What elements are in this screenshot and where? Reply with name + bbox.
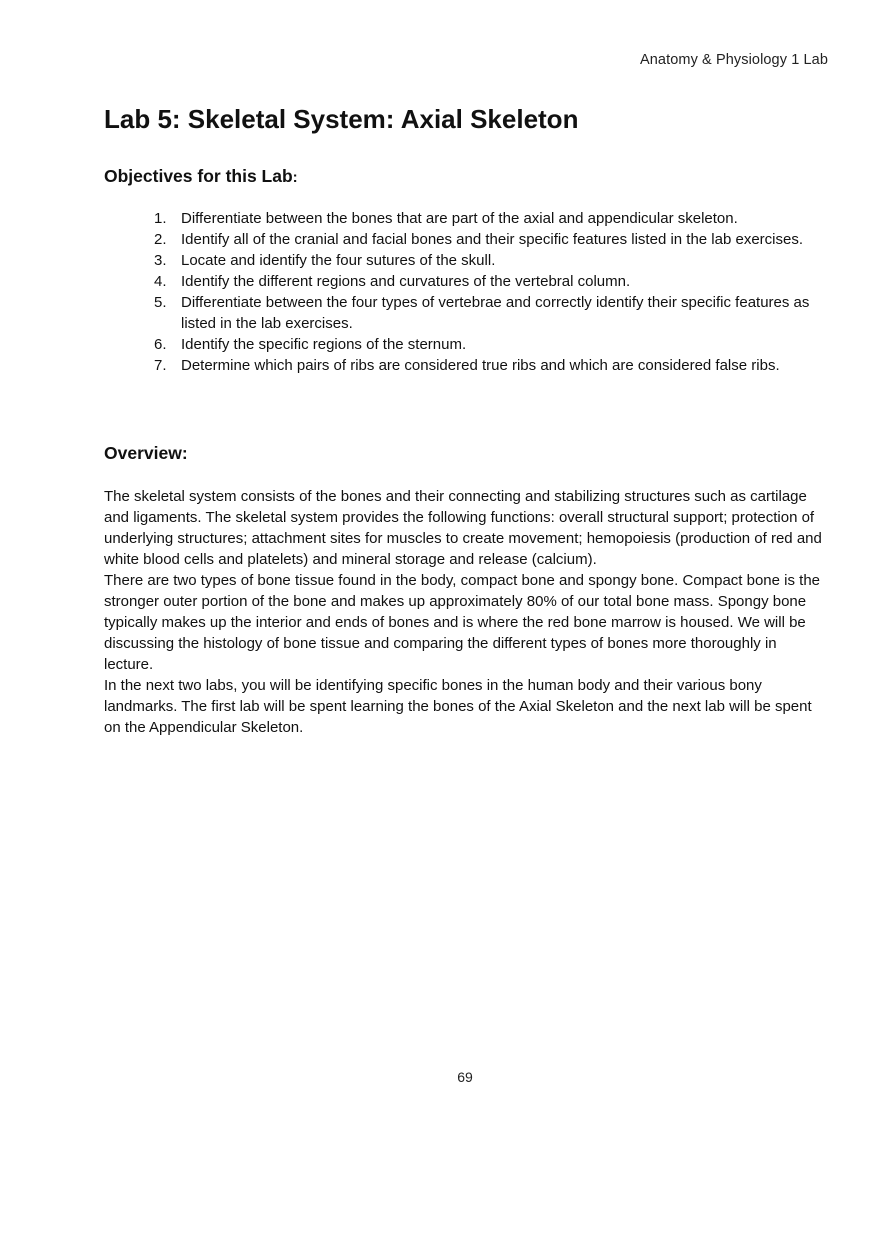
overview-body — [104, 486, 829, 738]
list-item-number: 7. — [154, 357, 167, 374]
list-item-number: 5. — [154, 294, 167, 311]
overview-paragraph: The skeletal system consists of the bones and their connecting and stabilizing structures such as cartilage and ligaments. The skeletal system provides the following functions: overall structural support; protection of underlying structures; attachment sites for muscles to create movement; hemopoiesis (production of red and white blood cells and platelets) and mineral storage and release (calcium). — [104, 488, 822, 568]
list-item-text: Determine which pairs of ribs are considered true ribs and which are considered false ribs. — [181, 357, 780, 374]
page-number: 69 — [457, 1069, 473, 1085]
list-item-number: 6. — [154, 336, 167, 353]
objectives-heading — [104, 166, 298, 187]
list-item-text: Identify the specific regions of the sternum. — [181, 336, 467, 353]
list-item-number: 2. — [154, 231, 167, 248]
overview-paragraph: There are two types of bone tissue found in the body, compact bone and spongy bone. Compact bone is the stronger outer portion of the bone and makes up approximately 80% of our total bone mass. Spongy bone typically makes up the interior and ends of bones and is where the red bone marrow is housed. We will be discussing the histology of bone tissue and comparing the different types of bones more thoroughly in lecture. — [104, 572, 821, 673]
list-item-text: Locate and identify the four sutures of the skull. — [181, 252, 496, 269]
list-item — [148, 208, 828, 229]
objectives-list — [148, 208, 828, 376]
objectives-heading-text: Objectives for this Lab — [104, 166, 293, 186]
list-item-text: Identify the different regions and curvatures of the vertebral column. — [181, 273, 631, 290]
list-item-number: 1. — [154, 210, 167, 227]
list-item-number: 3. — [154, 252, 167, 269]
list-item — [148, 250, 828, 271]
list-item — [148, 271, 828, 292]
list-item-text: Identify all of the cranial and facial bones and their specific features listed in the lab exercises. — [181, 231, 804, 248]
list-item — [148, 229, 828, 250]
list-item-text: Differentiate between the four types of vertebrae and correctly identify their specific features as listed in the lab exercises. — [181, 294, 810, 332]
list-item — [148, 334, 828, 355]
overview-paragraph: In the next two labs, you will be identifying specific bones in the human body and their various bony landmarks. The first lab will be spent learning the bones of the Axial Skeleton and the next lab will be spent on the Appendicular Skeleton. — [104, 677, 812, 736]
list-item-number: 4. — [154, 273, 167, 290]
list-item-text: Differentiate between the bones that are part of the axial and appendicular skeleton. — [181, 210, 738, 227]
list-item — [148, 292, 828, 334]
list-item — [148, 355, 828, 376]
overview-heading: Overview: — [104, 443, 188, 463]
running-header: Anatomy & Physiology 1 Lab — [640, 52, 828, 68]
objectives-heading-colon: : — [292, 169, 298, 186]
page-title: Lab 5: Skeletal System: Axial Skeleton — [104, 104, 579, 134]
